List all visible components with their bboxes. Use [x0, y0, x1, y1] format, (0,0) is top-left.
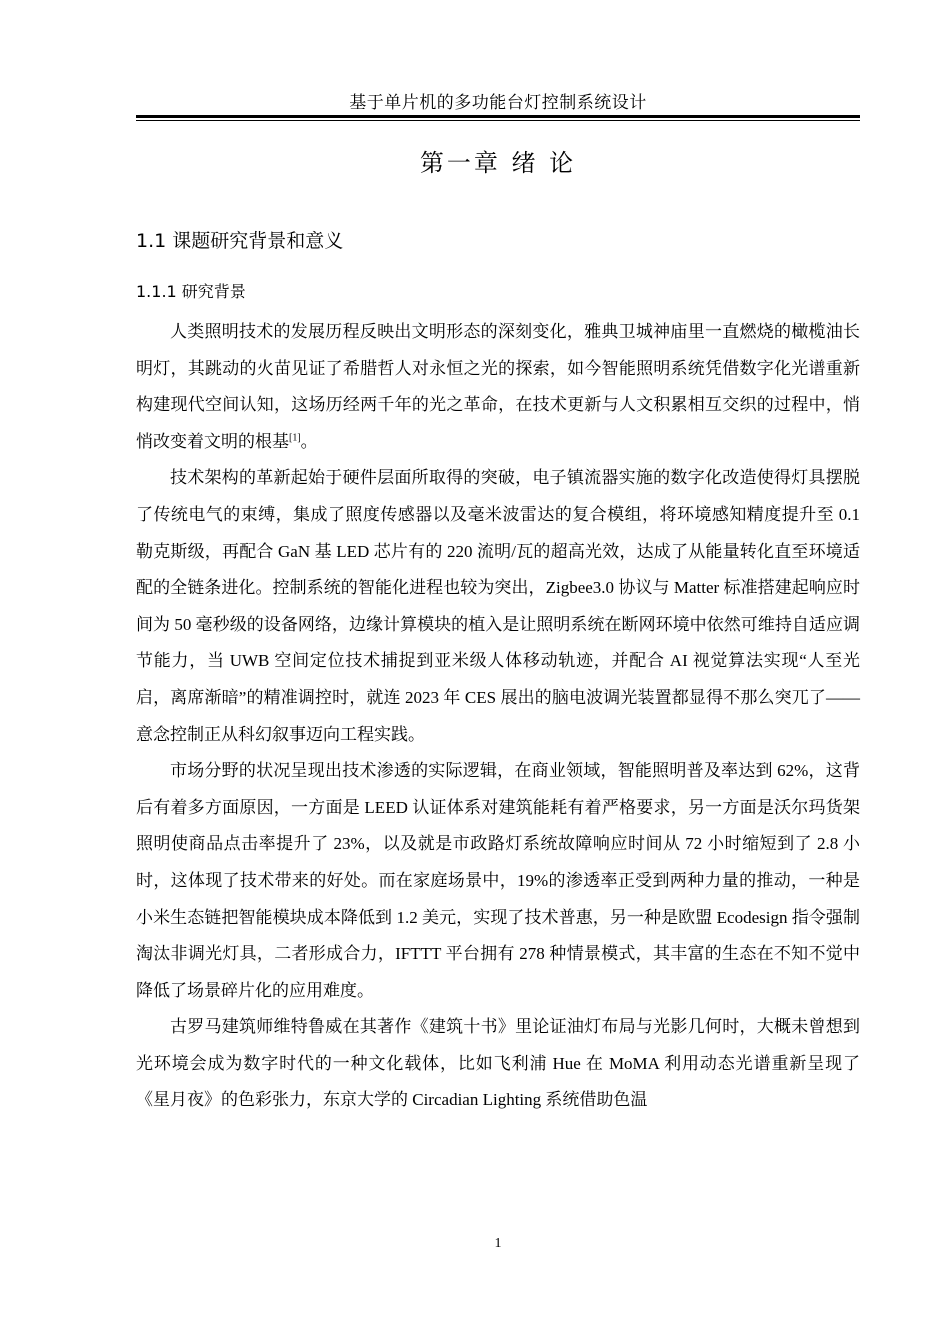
- section-heading: 1.1 课题研究背景和意义: [136, 230, 344, 252]
- paragraph-2: 技术架构的革新起始于硬件层面所取得的突破，电子镇流器实施的数字化改造使得灯具摆脱了传统电气的束缚，集成了照度传感器以及毫米波雷达的复合模组，将环境感知精度提升至 0.1 勒克斯级，再配合 GaN 基 LED 芯片有的 220 流明/瓦的超高光效，达成了从能量转化直至环境适配的全链条进化。控制系统的智能化进程也较为突出，Zigbee3.0 协议与 Matter 标准搭建起响应时间为 50 毫秒级的设备网络，边缘计算模块的植入是让照明系统在断网环境中依然可维持自适应调节能力，当 UWB 空间定位技术捕捉到亚米级人体移动轨迹，并配合 AI 视觉算法实现“人至光启，离席渐暗”的精准调控时，就连 2023 年 CES 展出的脑电波调光装置都显得不那么突兀了——意念控制正从科幻叙事迈向工程实践。: [136, 468, 860, 744]
- paragraph-4: 古罗马建筑师维特鲁威在其著作《建筑十书》里论证油灯布局与光影几何时，大概未曾想到光环境会成为数字时代的一种文化载体，比如飞利浦 Hue 在 MoMA 利用动态光谱重新呈现了《星月夜》的色彩张力，东京大学的 Circadian Lighting 系统借助色温: [136, 1017, 860, 1110]
- paragraph-1-text: 人类照明技术的发展历程反映出文明形态的深刻变化，雅典卫城神庙里一直燃烧的橄榄油长明灯，其跳动的火苗见证了希腊哲人对永恒之光的探索，如今智能照明系统凭借数字化光谱重新构建现代空间认知，这场历经两千年的光之革命，在技术更新与人文积累相互交织的过程中，悄悄改变着文明的根基: [136, 322, 860, 451]
- chapter-title: 第一章 绪 论: [419, 149, 577, 177]
- body-text: [136, 314, 860, 1119]
- header-rule-thin: [136, 120, 860, 121]
- subsection-heading: 1.1.1 研究背景: [136, 282, 246, 301]
- paragraph-3: 市场分野的状况呈现出技术渗透的实际逻辑，在商业领域，智能照明普及率达到 62%，这背后有着多方面原因，一方面是 LEED 认证体系对建筑能耗有着严格要求，另一方面是沃尔玛货架照明使商品点击率提升了 23%，以及就是市政路灯系统故障响应时间从 72 小时缩短到了 2.8 小时，这体现了技术带来的好处。而在家庭场景中，19%的渗透率正受到两种力量的推动，一种是小米生态链把智能模块成本降低到 1.2 美元，实现了技术普惠，另一种是欧盟 Ecodesign 指令强制淘汰非调光灯具，二者形成合力，IFTTT 平台拥有 278 种情景模式，其丰富的生态在不知不觉中降低了场景碎片化的应用难度。: [136, 761, 860, 1000]
- page-number: 1: [494, 1236, 502, 1251]
- paragraph-1-end: 。: [300, 431, 318, 451]
- running-header: 基于单片机的多功能台灯控制系统设计: [349, 93, 647, 112]
- paragraph-1: [136, 314, 860, 460]
- citation-ref: [1]: [289, 432, 301, 444]
- header-rule-thick: [136, 115, 860, 118]
